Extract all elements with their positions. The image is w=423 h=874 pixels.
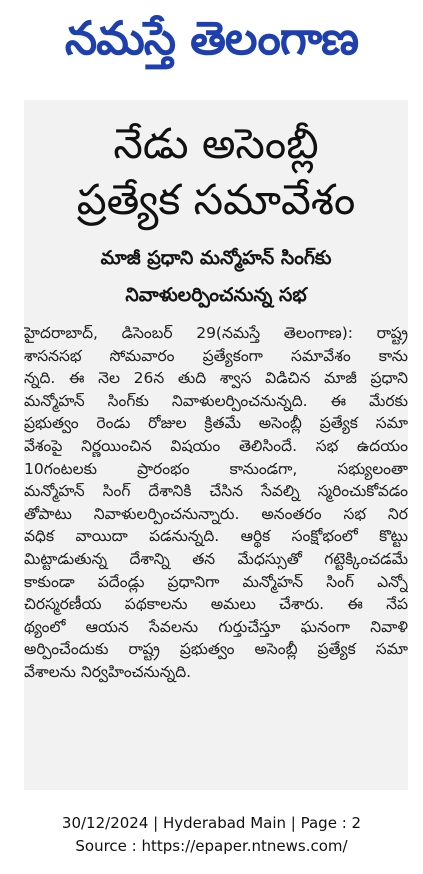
body-line: కాకుండా పదేండ్లు ప్రధానిగా మన్మోహన్ సింగ్ ఎన్నో [24,572,408,591]
body-line: హైదరాబాద్, డిసెంబర్ 29(నమస్తే తెలంగాణ): రాష్ట్ర [24,324,408,342]
body-line: ప్రభుత్వం రెండు రోజుల క్రితమే అసెంబ్లీ ప్రత్యేక సమా [24,414,408,433]
page-footer [0,812,423,858]
body-line: వేశాలను నిర్వహించనున్నది. [24,662,192,681]
body-line: థ్యంలో ఆయన సేవలను గుర్తుచేస్తూ ఘనంగా నివాళి [24,617,408,636]
newspaper-masthead [0,0,423,88]
article-clipping [24,100,408,790]
body-line: శాసనసభ సోమవారం ప్రత్యేకంగా సమావేశం కాను [24,346,408,365]
masthead-title: నమస్తే తెలంగాణ [64,11,359,65]
edition-info: 30/12/2024 | Hyderabad Main | Page : 2 [61,814,362,832]
body-line: న్నది. ఈ నెల 26న తుది శ్వాస విడిచిన మాజీ ప్రధాని [24,369,408,388]
body-line: మన్మోహన్ సింగ్ దేశానికి చేసిన సేవల్ని స్మరించుకోవడం [24,482,408,501]
deck-line-1: మాజీ ప్రధాని మన్మోహన్ సింగ్‌కు [100,247,332,269]
body-line: మిట్టాడుతున్న దేశాన్ని తన మేధస్సుతో గట్టెక్కించడమే [24,549,408,568]
source-url: Source : https://epaper.ntnews.com/ [75,837,348,855]
body-line: వేశంపై నిర్ణయించిన విషయం తెలిసిందే. సభ ఉదయం [24,436,408,455]
body-line: తోపాటు నివాళులర్పించనున్నారు. అనంతరం సభ నిర [24,504,408,523]
body-line: అర్పించేందుకు రాష్ట్ర ప్రభుత్వం అసెంబ్లీ ప్రత్యేక సమా [24,640,408,659]
body-line: చిరస్మరణీయ పథకాలను అమలు చేశారు. ఈ నేప [24,595,408,614]
deck-line-2: నివాళులర్పించనున్న సభ [125,284,307,306]
article-deck [24,240,408,314]
body-line: 10గంటలకు ప్రారంభం కానుండగా, సభ్యులంతా [24,459,408,478]
body-line: మన్మోహన్ సింగ్‌కు నివాళులర్పించనున్నది. ఈ మేరకు [24,391,408,410]
headline-line-1: నేడు అసెంబ్లీ [113,119,319,168]
headline-line-2: ప్రత్యేక సమావేశం [76,175,356,224]
body-line: వధిక వాయిదా పడనున్నది. ఆర్థిక సంక్షోభంలో కొట్టు [24,527,408,546]
article-body [24,322,408,684]
article-headline [24,116,408,228]
